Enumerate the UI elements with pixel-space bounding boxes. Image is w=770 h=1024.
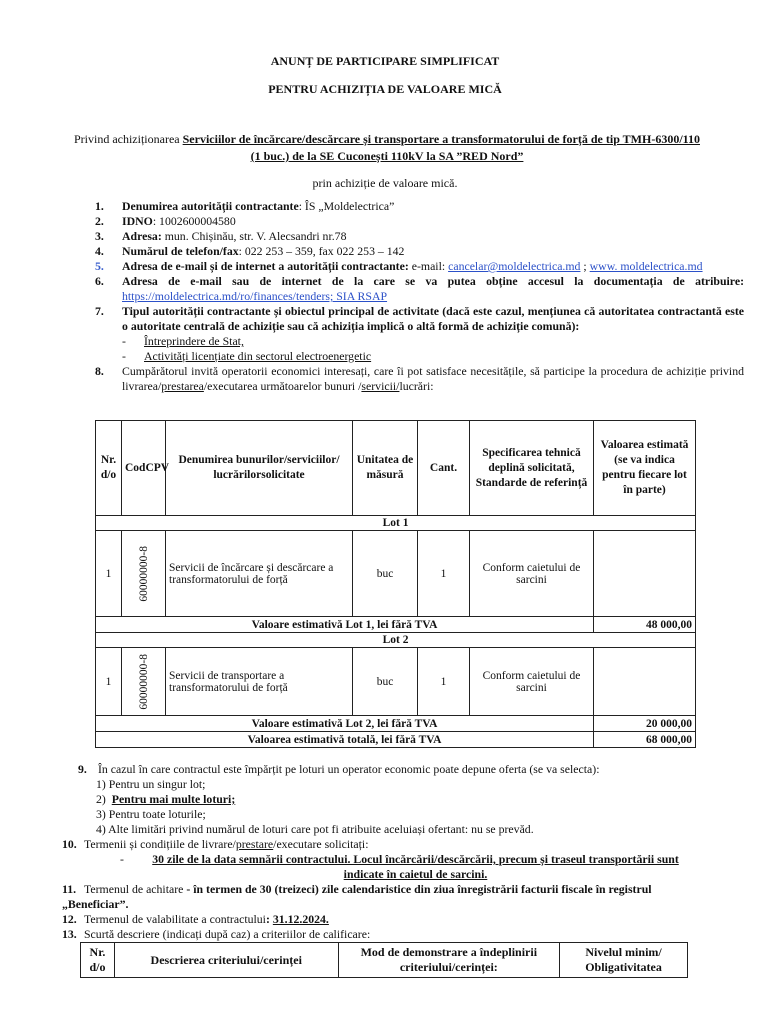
col-header-cpv: CodCPV bbox=[122, 421, 166, 516]
item-value: : 022 253 – 359, fax 022 253 – 142 bbox=[238, 244, 405, 258]
sub-item-text: Activități licențiate din sectorul electroenergetic bbox=[144, 349, 372, 363]
section-text-underlined: prestare bbox=[235, 837, 274, 851]
cell-value bbox=[594, 531, 696, 617]
option-item: 1) Pentru un singur lot; bbox=[96, 777, 206, 791]
section-text: Termenul de achitare bbox=[84, 882, 187, 896]
section-text: În cazul în care contractul este împărțit pe loturi un operator economic poate depune oferta (se va selecta): bbox=[98, 762, 600, 776]
dash-glyph: - bbox=[122, 334, 126, 348]
item-label: Adresa: bbox=[122, 229, 162, 243]
procedure-type: prin achiziție de valoare mică. bbox=[312, 176, 458, 190]
cell-unit: buc bbox=[353, 648, 418, 716]
item-label: Tipul autorității contractante și obiectul principal de activitate (dacă este cazul, mențiunea că autoritatea contractantă este o autoritate centrală de achiziție sau că achiziția implică o altă formă de achiziție comună): bbox=[122, 304, 744, 333]
item-number: 8. bbox=[95, 364, 104, 378]
lot-title: Lot 1 bbox=[96, 516, 696, 531]
section-text: /executare solicitați: bbox=[273, 837, 369, 851]
lot-total-row bbox=[96, 617, 696, 633]
list-item bbox=[95, 304, 744, 364]
item-number: 3. bbox=[95, 229, 104, 243]
cell-spec: Conform caietului de sarcini bbox=[470, 648, 594, 716]
item-number: 1. bbox=[95, 199, 104, 213]
table-row bbox=[96, 531, 696, 617]
cell-name: Servicii de transportare a transformatorului de forță bbox=[166, 648, 353, 716]
table-header-row bbox=[81, 943, 688, 978]
cell-qty: 1 bbox=[418, 531, 470, 617]
grand-total-value: 68 000,00 bbox=[594, 732, 696, 748]
item-value: : 1002600004580 bbox=[152, 214, 236, 228]
item-number: 4. bbox=[95, 244, 104, 258]
cell-spec: Conform caietului de sarcini bbox=[470, 531, 594, 617]
cell-nr: 1 bbox=[96, 531, 122, 617]
section-13 bbox=[62, 927, 707, 942]
col-header-nr: Nr. d/o bbox=[81, 943, 115, 978]
section-9 bbox=[62, 762, 707, 777]
item-value: mun. Chișinău, str. V. Alecsandri nr.78 bbox=[161, 229, 347, 243]
table-header-row bbox=[96, 421, 696, 516]
section-number: 10. bbox=[62, 837, 77, 851]
cell-unit: buc bbox=[353, 531, 418, 617]
option-item: 4) Alte limitări privind numărul de loturi care pot fi atribuite aceluiași ofertant: nu se prevăd. bbox=[96, 822, 534, 836]
item-number: 2. bbox=[95, 214, 104, 228]
info-list bbox=[80, 199, 744, 394]
criteria-table bbox=[80, 942, 688, 978]
lot-title: Lot 2 bbox=[96, 633, 696, 648]
sub-item bbox=[62, 852, 707, 882]
list-item bbox=[95, 214, 744, 229]
tenders-link[interactable]: https://moldelectrica.md/ro/finances/tenders; SIA RSAP bbox=[122, 289, 388, 303]
list-item bbox=[95, 274, 744, 304]
document-subtitle: PENTRU ACHIZIȚIA DE VALOARE MICĂ bbox=[268, 82, 502, 96]
cpv-code: 60000000-8 bbox=[137, 653, 150, 710]
section-text-bold: : bbox=[265, 912, 273, 926]
col-header-name: Denumirea bunurilor/serviciilor/ lucrărilorsolicitate bbox=[166, 421, 353, 516]
section-number: 12. bbox=[62, 912, 77, 926]
option-item: 3) Pentru toate loturile; bbox=[96, 807, 206, 821]
section-text: Termenii și condițiile de livrare/ bbox=[84, 837, 236, 851]
cell-qty: 1 bbox=[418, 648, 470, 716]
col-header-qty: Cant. bbox=[418, 421, 470, 516]
col-header-spec: Specificarea tehnică deplină solicitată, Standarde de referință bbox=[470, 421, 594, 516]
lot-total-label: Valoare estimativă Lot 1, lei fără TVA bbox=[96, 617, 594, 633]
item-text: /executarea următoarelor bunuri / bbox=[203, 379, 362, 393]
list-item bbox=[95, 199, 744, 214]
col-header-level: Nivelul minim/ Obligativitatea bbox=[560, 943, 688, 978]
item-number: 6. bbox=[95, 274, 104, 288]
section-number: 13. bbox=[62, 927, 77, 941]
item-text-underlined: prestarea bbox=[161, 379, 204, 393]
item-number: 7. bbox=[95, 304, 104, 318]
section-number: 9. bbox=[78, 762, 87, 776]
cell-cpv bbox=[122, 531, 166, 617]
table-row bbox=[96, 648, 696, 716]
cpv-code: 60000000-8 bbox=[137, 545, 150, 602]
item-label: Denumirea autorității contractante bbox=[122, 199, 299, 213]
col-header-value: Valoarea estimată (se va indica pentru fiecare lot în parte) bbox=[594, 421, 696, 516]
cell-cpv bbox=[122, 648, 166, 716]
delivery-terms: 30 zile de la data semnării contractului. Locul încărcării/descărcării, precum și traseul transportării sunt indicate în caietul de sarcini. bbox=[152, 852, 679, 881]
item-label: Adresa de e-mail sau de internet de la care se va putea obține accesul la documentația de atribuire: bbox=[122, 274, 744, 288]
sections-block bbox=[62, 762, 707, 942]
grand-total-row bbox=[96, 732, 696, 748]
intro-subject: Serviciilor de încărcare/descărcare și transportare a transformatorului de forță de tip TMH-6300/110 (1 buc.) de la SE Cuconești 110kV la SA ”RED Nord” bbox=[182, 132, 700, 163]
list-item bbox=[95, 259, 744, 274]
lot-total-value: 20 000,00 bbox=[594, 716, 696, 732]
section-text: Termenul de valabilitate a contractului bbox=[84, 912, 266, 926]
document-title: ANUNȚ DE PARTICIPARE SIMPLIFICAT bbox=[270, 54, 500, 68]
website-link[interactable]: www. moldelectrica.md bbox=[589, 259, 703, 273]
section-10 bbox=[62, 837, 707, 852]
dash-glyph: - bbox=[122, 349, 126, 363]
intro-prefix: Privind achiziționarea bbox=[73, 132, 183, 146]
list-item bbox=[95, 244, 744, 259]
section-11 bbox=[62, 882, 707, 912]
option-item bbox=[62, 792, 707, 807]
cell-nr: 1 bbox=[96, 648, 122, 716]
payment-terms: - în termen de 30 (treizeci) zile calendaristice din ziua înregistrării facturii fiscale în registrul „Beneficiar”. bbox=[62, 882, 652, 911]
item-text-underlined: servicii/ bbox=[361, 379, 400, 393]
email-link[interactable]: cancelar@moldelectrica.md bbox=[448, 259, 581, 273]
item-value: : ÎS „Moldelectrica” bbox=[298, 199, 395, 213]
section-text: Scurtă descriere (indicați după caz) a criteriilor de calificare: bbox=[84, 927, 371, 941]
lot-total-row bbox=[96, 716, 696, 732]
section-number: 11. bbox=[62, 882, 77, 896]
lot-title-row bbox=[96, 633, 696, 648]
item-text: Cumpărătorul invită operatorii economici interesați, care îi pot satisface necesitățile, să participe la procedura de achiziție privind livrarea/ bbox=[122, 364, 744, 393]
item-text: lucrări: bbox=[399, 379, 434, 393]
col-header-demonstration: Mod de demonstrare a îndeplinirii criteriului/cerinței: bbox=[338, 943, 560, 978]
item-label: Numărul de telefon/fax bbox=[122, 244, 239, 258]
grand-total-label: Valoarea estimativă totală, lei fără TVA bbox=[96, 732, 594, 748]
separator: ; bbox=[580, 259, 590, 273]
col-header-description: Descrierea criteriului/cerinței bbox=[114, 943, 338, 978]
option-number: 2) bbox=[96, 792, 112, 806]
section-12 bbox=[62, 912, 707, 927]
list-item bbox=[95, 364, 744, 394]
lot-total-label: Valoare estimativă Lot 2, lei fără TVA bbox=[96, 716, 594, 732]
item-label: Adresa de e-mail și de internet a autorității contractante: bbox=[122, 259, 409, 273]
sub-item bbox=[122, 334, 744, 349]
col-header-nr: Nr. d/o bbox=[96, 421, 122, 516]
item-number: 5. bbox=[95, 259, 104, 273]
cell-name: Servicii de încărcare și descărcare a transformatorului de forță bbox=[166, 531, 353, 617]
sub-item bbox=[122, 349, 744, 364]
cell-value bbox=[594, 648, 696, 716]
contract-validity-date: 31.12.2024. bbox=[272, 912, 329, 926]
sub-item-text: Întreprindere de Stat, bbox=[144, 334, 244, 348]
lot-total-value: 48 000,00 bbox=[594, 617, 696, 633]
item-label: IDNO bbox=[122, 214, 153, 228]
col-header-unit: Unitatea de măsură bbox=[353, 421, 418, 516]
intro-paragraph bbox=[72, 131, 702, 165]
option-selected: Pentru mai multe loturi; bbox=[111, 792, 236, 806]
lots-table bbox=[95, 420, 696, 748]
lot-title-row bbox=[96, 516, 696, 531]
dash-glyph: - bbox=[120, 852, 124, 866]
email-prefix: e-mail: bbox=[408, 259, 449, 273]
list-item bbox=[95, 229, 744, 244]
